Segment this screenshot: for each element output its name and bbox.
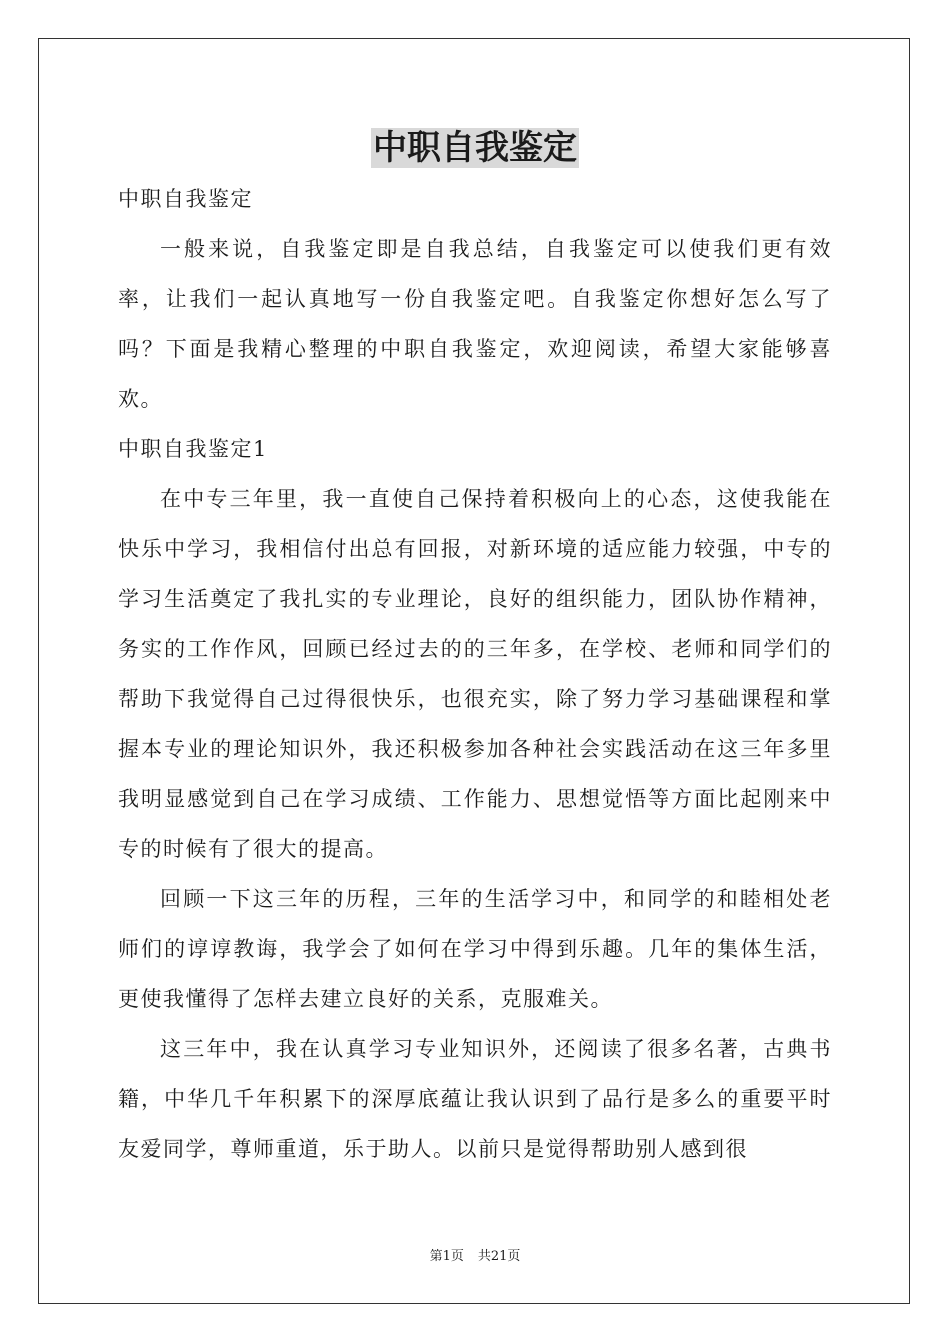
document-title-text: 中职自我鉴定	[373, 128, 577, 168]
page-number: 第1页	[429, 1249, 464, 1264]
section-heading: 中职自我鉴定1	[118, 437, 268, 461]
page-footer	[0, 1248, 950, 1266]
body-paragraph: 在中专三年里，我一直使自己保持着积极向上的心态，这使我能在快乐中学习，我相信付出总有回报，对新环境的适应能力较强，中专的学习生活奠定了我扎实的专业理论，良好的组织能力，团队协作精神，务实的工作作风，回顾已经过去的的三年多，在学校、老师和同学们的帮助下我觉得自己过得很快乐，也很充实，除了努力学习基础课程和掌握本专业的理论知识外，我还积极参加各种社会实践活动在这三年多里我明显感觉到自己在学习成绩、工作能力、思想觉悟等方面比起刚来中专的时候有了很大的提高。	[118, 487, 832, 861]
document-subtitle: 中职自我鉴定	[118, 187, 253, 211]
body-paragraph: 回顾一下这三年的历程，三年的生活学习中，和同学的和睦相处老师们的谆谆教诲，我学会了如何在学习中得到乐趣。几年的集体生活，更使我懂得了怎样去建立良好的关系，克服难关。	[118, 887, 832, 1011]
intro-paragraph: 一般来说，自我鉴定即是自我总结，自我鉴定可以使我们更有效率，让我们一起认真地写一份自我鉴定吧。自我鉴定你想好怎么写了吗？下面是我精心整理的中职自我鉴定，欢迎阅读，希望大家能够喜欢。	[118, 237, 832, 411]
document-title	[0, 124, 950, 172]
total-pages: 共21页	[477, 1249, 521, 1264]
body-paragraph: 这三年中，我在认真学习专业知识外，还阅读了很多名著，古典书籍，中华几千年积累下的深厚底蕴让我认识到了品行是多么的重要平时友爱同学，尊师重道，乐于助人。以前只是觉得帮助别人感到很	[118, 1037, 832, 1161]
document-body	[118, 174, 832, 1174]
